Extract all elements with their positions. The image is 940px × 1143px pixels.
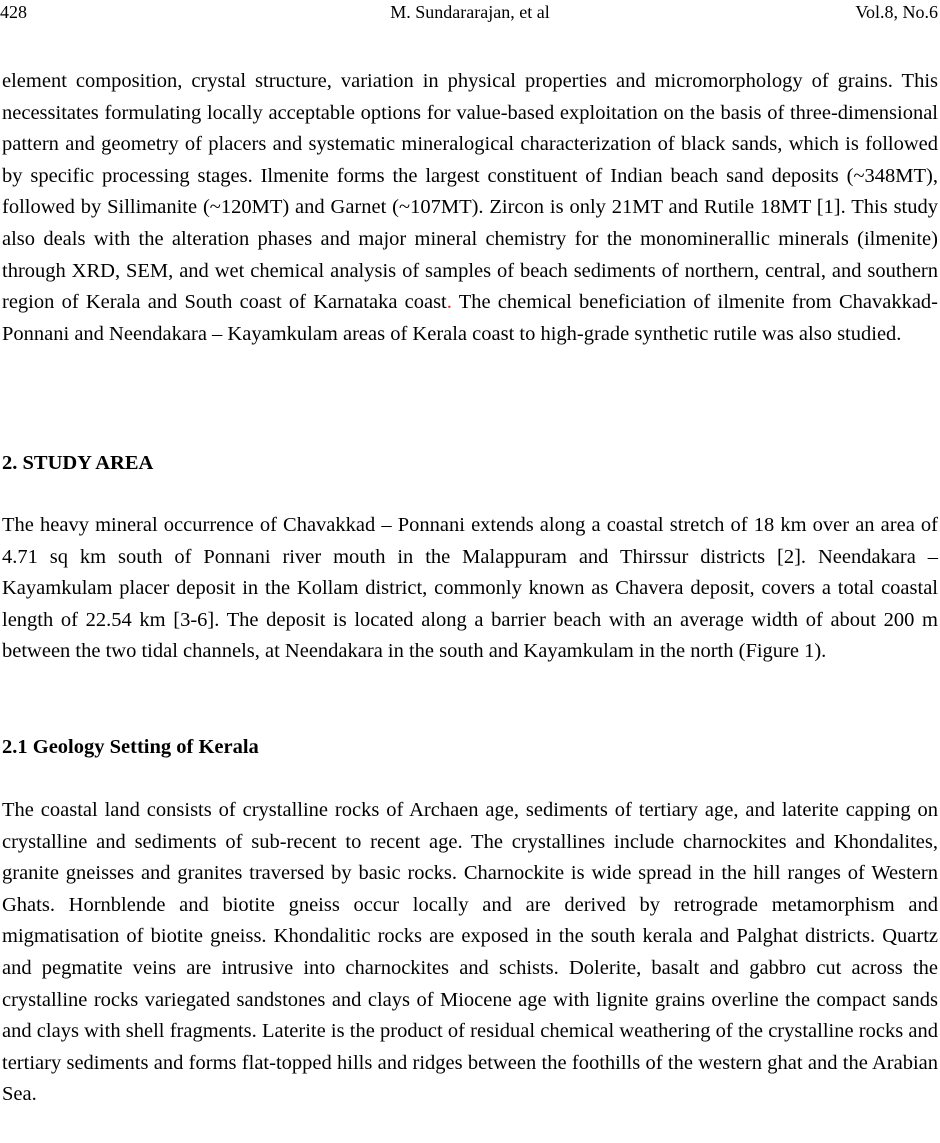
section-heading-study-area: 2. STUDY AREA xyxy=(2,452,154,474)
highlighted-period: . xyxy=(446,291,452,314)
geology-paragraph: The coastal land consists of crystalline rocks of Archaen age, sediments of tertiary age, and laterite capping on crystalline and sediments of sub-recent to recent age. The crystallines include charnockites and Khondalites, granite gneisses and granites traversed by basic rocks. Charnockite is wide spread in the hill ranges of Western Ghats. Hornblende and biotite gneiss occur locally and are derived by retrograde metamorphism and migmatisation of biotite gneiss. Khondalitic rocks are exposed in the south kerala and Palghat districts. Quartz and pegmatite veins are intrusive into charnockites and schists. Dolerite, basalt and gabbro cut across the crystalline rocks variegated sandstones and clays of Miocene age with lignite grains overline the compact sands and clays with shell fragments. Laterite is the product of residual chemical weathering of the crystalline rocks and tertiary sediments and forms flat-topped hills and ridges between the foothills of the western ghat and the Arabian Sea. xyxy=(2,799,938,1106)
page-number: 428 xyxy=(0,2,27,22)
volume-issue: Vol.8, No.6 xyxy=(855,2,938,22)
intro-paragraph-continuation: The chemical beneficiation of ilmenite from Chavakkad- Ponnani and Neendakara – Kayamkulam areas of Kerala coast to high-grade synthetic rutile was also studied. xyxy=(2,291,938,345)
intro-paragraph-text: element composition, crystal structure, variation in physical properties and micromorphology of grains. This necessitates formulating locally acceptable options for value-based exploitation on the basis of three-dimensional pattern and geometry of placers and systematic mineralogical characterization of black sands, which is followed by specific processing stages. Ilmenite forms the largest constituent of Indian beach sand deposits (~348MT), followed by Sillimanite (~120MT) and Garnet (~107MT). Zircon is only 21MT and Rutile 18MT [1]. This study also deals with the alteration phases and major mineral chemistry for the monominerallic minerals (ilmenite) through XRD, SEM, and wet chemical analysis of samples of beach sediments of northern, central, and southern region of Kerala and South coast of Karnataka coast xyxy=(2,70,938,314)
study-area-paragraph: The heavy mineral occurrence of Chavakkad – Ponnani extends along a coastal stretch of 18 km over an area of 4.71 sq km south of Ponnani river mouth in the Malappuram and Thirssur districts [2]. Neendakara –Kayamkulam placer deposit in the Kollam district, commonly known as Chavera deposit, covers a total coastal length of 22.54 km [3-6]. The deposit is located along a barrier beach with an average width of about 200 m between the two tidal channels, at Neendakara in the south and Kayamkulam in the north (Figure 1). xyxy=(2,514,938,663)
page-header xyxy=(0,0,940,28)
subsection-heading-geology: 2.1 Geology Setting of Kerala xyxy=(2,736,259,758)
running-authors: M. Sundararajan, et al xyxy=(390,2,550,22)
intro-paragraph xyxy=(2,66,938,350)
